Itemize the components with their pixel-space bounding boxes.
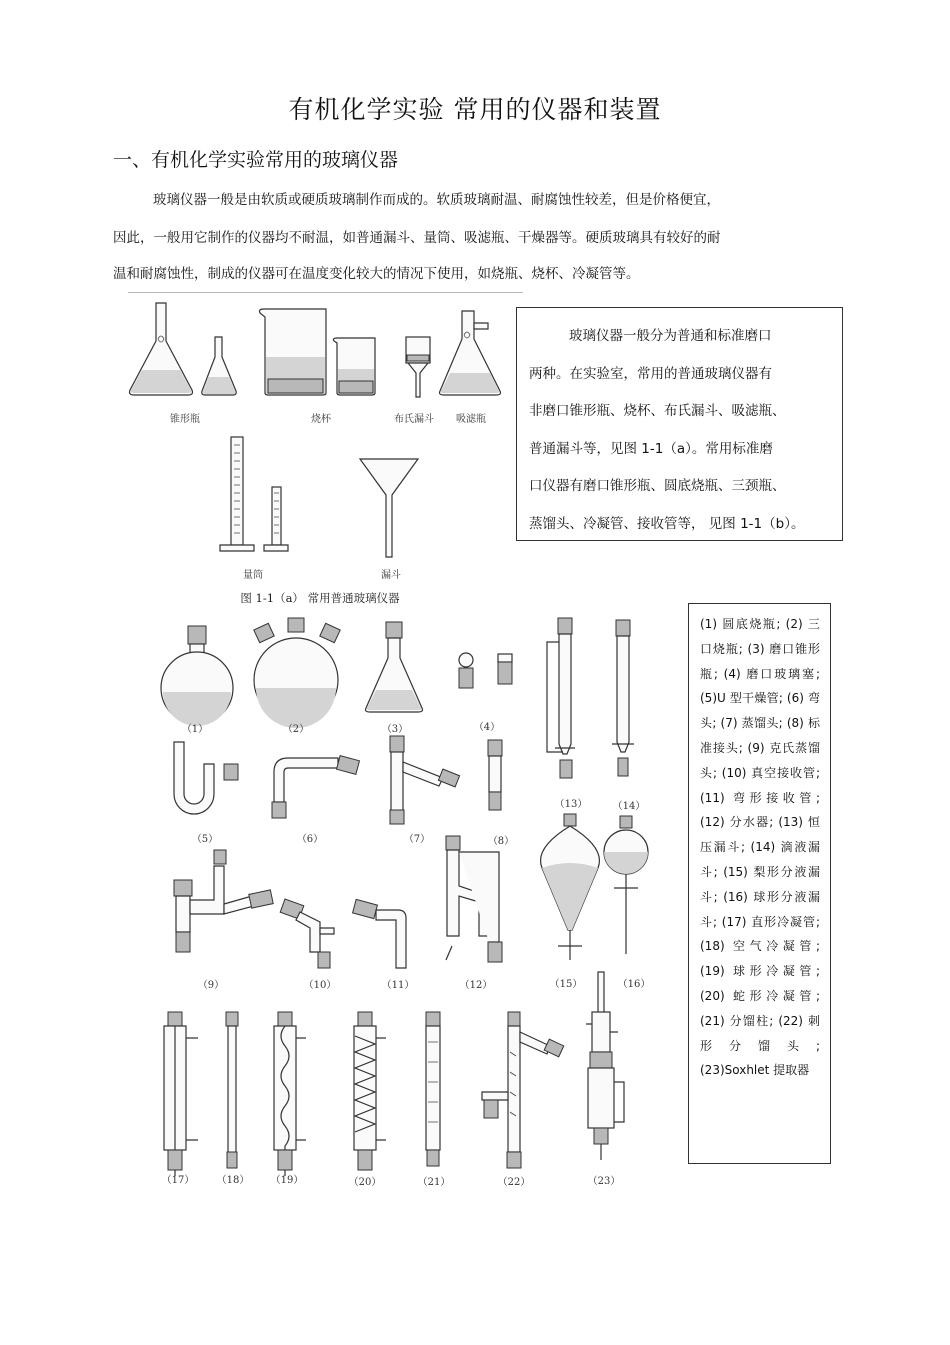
figure-1-1a-caption: 图 1-1（a） 常用普通玻璃仪器 <box>240 591 400 605</box>
label-17: （17） <box>161 1175 195 1186</box>
liebig-condenser-icon <box>164 1012 198 1176</box>
label-graduated-cylinder: 量筒 <box>243 570 263 581</box>
info-box-glassware-types <box>516 307 843 541</box>
funnel-icon <box>360 459 418 557</box>
legend-box-apparatus: (1) 圆底烧瓶; (2) 三口烧瓶; (3) 磨口锥形瓶; (4) 磨口玻璃塞; (5)U 型干燥管; (6) 弯头; (7) 蒸馏头; (8) 标准接头; (9) 克氏蒸馏头; (10) 真空接收管; (11) 弯形接收管; (12) 分水器; (13) 恒压漏斗; (14) 滴液漏斗; (15) 梨形分液漏斗; (16) 球形分液漏斗; (17) 直形冷凝管; (18) 空气冷凝管; (19) 球形冷凝管; (20) 蛇形冷凝管; (21) 分馏柱; (22) 刺形分馏头; (23)Soxhlet 提取器 <box>688 603 831 1164</box>
air-condenser-icon <box>226 1012 238 1168</box>
dropping-funnel-icon <box>612 620 634 776</box>
three-neck-flask-icon <box>254 618 340 728</box>
label-18: （18） <box>216 1175 250 1186</box>
label-erlenmeyer: 锥形瓶 <box>170 414 200 425</box>
label-4: （4） <box>473 722 501 733</box>
graduated-cylinder-large-icon <box>220 437 254 551</box>
intro-line-1: 玻璃仪器一般是由软质或硬质玻璃制作而成的。软质玻璃耐温、耐腐蚀性较差，但是价格便宜， <box>153 192 720 208</box>
distillation-head-icon <box>390 736 460 824</box>
section-heading: 一、有机化学实验常用的玻璃仪器 <box>113 149 399 171</box>
claisen-head-icon <box>174 850 273 952</box>
label-23: （23） <box>587 1176 621 1187</box>
label-9: （9） <box>197 980 225 991</box>
vigreux-distilling-head-icon <box>482 1012 564 1168</box>
label-3: （3） <box>381 724 409 735</box>
intro-line-2: 因此，一般用它制作的仪器均不耐温，如普通漏斗、量筒、吸滤瓶、干燥器等。硬质玻璃具有较好的耐 <box>113 230 721 246</box>
label-19: （19） <box>270 1175 304 1186</box>
graduated-cylinder-small-icon <box>264 487 288 551</box>
intro-line-3: 温和耐腐蚀性，制成的仪器可在温度变化较大的情况下使用，如烧瓶、烧杯、冷凝管等。 <box>113 266 640 282</box>
label-11: （11） <box>381 980 415 991</box>
label-5: （5） <box>191 834 219 845</box>
bent-receiver-adapter-icon <box>353 899 406 968</box>
info-box-line: 口仪器有磨口锥形瓶、圆底烧瓶、三颈瓶、 <box>529 478 786 494</box>
label-14: （14） <box>612 801 646 812</box>
label-16: （16） <box>617 979 651 990</box>
label-buchner-funnel: 布氏漏斗 <box>394 414 434 425</box>
info-box-line: 非磨口锥形瓶、烧杯、布氏漏斗、吸滤瓶、 <box>529 403 786 419</box>
elbow-adapter-icon <box>272 756 359 818</box>
vacuum-adapter-icon <box>280 899 334 968</box>
coil-condenser-icon <box>354 1012 386 1170</box>
label-21: （21） <box>417 1177 451 1188</box>
label-15: （15） <box>549 979 583 990</box>
label-1: （1） <box>181 724 209 735</box>
label-2: （2） <box>282 724 310 735</box>
allihn-condenser-icon <box>274 1012 306 1176</box>
pear-separatory-funnel-icon <box>541 814 600 960</box>
figure-1-1b <box>150 612 660 1184</box>
soxhlet-extractor-icon <box>586 972 624 1160</box>
ground-erlenmeyer-icon <box>366 622 423 712</box>
label-13: （13） <box>554 799 588 810</box>
erlenmeyer-flask-large-icon <box>130 303 193 395</box>
round-bottom-flask-icon <box>161 626 233 726</box>
glass-stopper-icon <box>459 653 512 688</box>
info-box-line: 两种。在实验室，常用的普通玻璃仪器有 <box>529 365 772 382</box>
label-7: （7） <box>403 834 431 845</box>
figure-1-1a <box>128 295 513 615</box>
filter-flask-icon <box>440 311 501 395</box>
standard-joint-adapter-icon <box>488 740 502 810</box>
label-22: （22） <box>497 1177 531 1188</box>
label-6: （6） <box>296 834 324 845</box>
info-box-line: 普通漏斗等，见图 1-1（a）。常用标准磨 <box>529 440 773 457</box>
globe-separatory-funnel-icon <box>604 816 648 954</box>
beaker-small-icon <box>333 338 375 395</box>
label-20: （20） <box>348 1177 382 1188</box>
label-12: （12） <box>459 980 493 991</box>
label-10: （10） <box>303 980 337 991</box>
buchner-funnel-icon <box>406 337 430 397</box>
divider <box>128 292 523 293</box>
fractionating-column-icon <box>426 1012 440 1166</box>
info-box-line: 蒸馏头、冷凝管、接收管等， 见图 1-1（b）。 <box>529 515 805 532</box>
erlenmeyer-flask-small-icon <box>202 337 236 395</box>
label-funnel: 漏斗 <box>381 570 401 581</box>
info-box-line: 玻璃仪器一般分为普通和标准磨口 <box>569 328 772 344</box>
label-filter-flask: 吸滤瓶 <box>456 414 486 425</box>
beaker-large-icon <box>260 309 327 395</box>
page-title: 有机化学实验 常用的仪器和装置 <box>288 95 662 124</box>
pressure-equalizing-funnel-icon <box>547 618 575 778</box>
label-beaker: 烧杯 <box>311 414 331 425</box>
dean-stark-trap-icon <box>446 836 502 962</box>
u-drying-tube-icon <box>174 742 238 814</box>
label-8: （8） <box>487 836 515 847</box>
